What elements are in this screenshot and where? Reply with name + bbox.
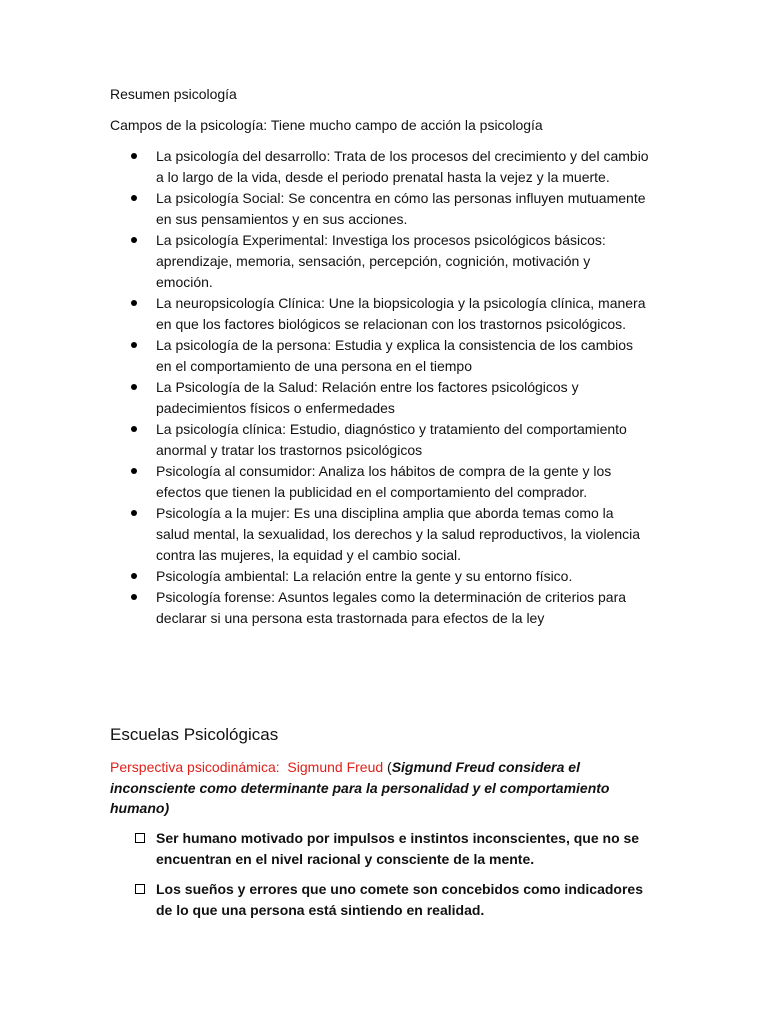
bullet-icon bbox=[131, 426, 137, 432]
list-item bbox=[110, 188, 650, 230]
list-item bbox=[110, 828, 650, 870]
bullet-icon bbox=[131, 342, 137, 348]
list-item bbox=[110, 230, 650, 293]
list-item-text: La psicología Social: Se concentra en cómo las personas influyen mutuamente en sus pensamientos y en sus acciones. bbox=[156, 190, 646, 227]
points-list bbox=[110, 828, 650, 930]
list-item-text: Psicología forense: Asuntos legales como la determinación de criterios para declarar si una persona esta trastornada para efectos de la ley bbox=[156, 589, 627, 626]
checkbox-icon bbox=[135, 833, 145, 843]
bullet-icon bbox=[131, 384, 137, 390]
list-item-text: Psicología al consumidor: Analiza los hábitos de compra de la gente y los efectos que tienen la publicidad en el comportamiento del comprador. bbox=[156, 463, 612, 500]
list-item-text: Psicología a la mujer: Es una disciplina amplia que aborda temas como la salud mental, la sexualidad, los derechos y la salud reproductivos, la violencia contra las mujeres, la equidad y el cambio social. bbox=[156, 505, 641, 563]
section-heading: Escuelas Psicológicas bbox=[110, 725, 279, 744]
open-paren: ( bbox=[383, 759, 392, 775]
list-item bbox=[110, 566, 650, 587]
fields-intro: Campos de la psicología: Tiene mucho campo de acción la psicología bbox=[110, 117, 543, 133]
list-item bbox=[110, 503, 650, 566]
bullet-icon bbox=[131, 300, 137, 306]
list-item-text: Ser humano motivado por impulsos e instintos inconscientes, que no se encuentran en el nivel racional y consciente de la mente. bbox=[156, 830, 640, 867]
list-item-text: La psicología Experimental: Investiga los procesos psicológicos básicos: aprendizaje, memoria, sensación, percepción, cognición, motivación y emoción. bbox=[156, 232, 606, 290]
list-item bbox=[110, 879, 650, 921]
list-item bbox=[110, 293, 650, 335]
list-item-text: Los sueños y errores que uno comete son concebidos como indicadores de lo que una persona está sintiendo en realidad. bbox=[156, 881, 644, 918]
bullet-icon bbox=[131, 237, 137, 243]
perspective-paragraph bbox=[110, 757, 650, 819]
list-item bbox=[110, 461, 650, 503]
list-item-text: Psicología ambiental: La relación entre la gente y su entorno físico. bbox=[156, 568, 573, 584]
bullet-icon bbox=[131, 153, 137, 159]
perspective-label: Perspectiva psicodinámica: bbox=[110, 759, 280, 775]
list-item-text: La psicología de la persona: Estudia y explica la consistencia de los cambios en el comportamiento de una persona en el tiempo bbox=[156, 337, 634, 374]
perspective-author: Sigmund Freud bbox=[287, 759, 384, 775]
list-item-text: La psicología del desarrollo: Trata de los procesos del crecimiento y del cambio a lo largo de la vida, desde el periodo prenatal hasta la vejez y la muerte. bbox=[156, 148, 649, 185]
list-item bbox=[110, 419, 650, 461]
perspective-description: Sigmund Freud considera el inconsciente como determinante para la personalidad y el comportamiento humano) bbox=[110, 759, 610, 816]
fields-list bbox=[110, 146, 650, 629]
list-item-text: La Psicología de la Salud: Relación entre los factores psicológicos y padecimientos físicos o enfermedades bbox=[156, 379, 579, 416]
list-item bbox=[110, 587, 650, 629]
list-item-text: La psicología clínica: Estudio, diagnóstico y tratamiento del comportamiento anormal y tratar los trastornos psicológicos bbox=[156, 421, 627, 458]
list-item-text: La neuropsicología Clínica: Une la biopsicologia y la psicología clínica, manera en que los factores biológicos se relacionan con los trastornos psicológicos. bbox=[156, 295, 646, 332]
list-item bbox=[110, 146, 650, 188]
list-item bbox=[110, 377, 650, 419]
checkbox-icon bbox=[135, 884, 145, 894]
list-item bbox=[110, 335, 650, 377]
bullet-icon bbox=[131, 573, 137, 579]
bullet-icon bbox=[131, 510, 137, 516]
document-title: Resumen psicología bbox=[110, 86, 237, 102]
bullet-icon bbox=[131, 195, 137, 201]
bullet-icon bbox=[131, 594, 137, 600]
bullet-icon bbox=[131, 468, 137, 474]
